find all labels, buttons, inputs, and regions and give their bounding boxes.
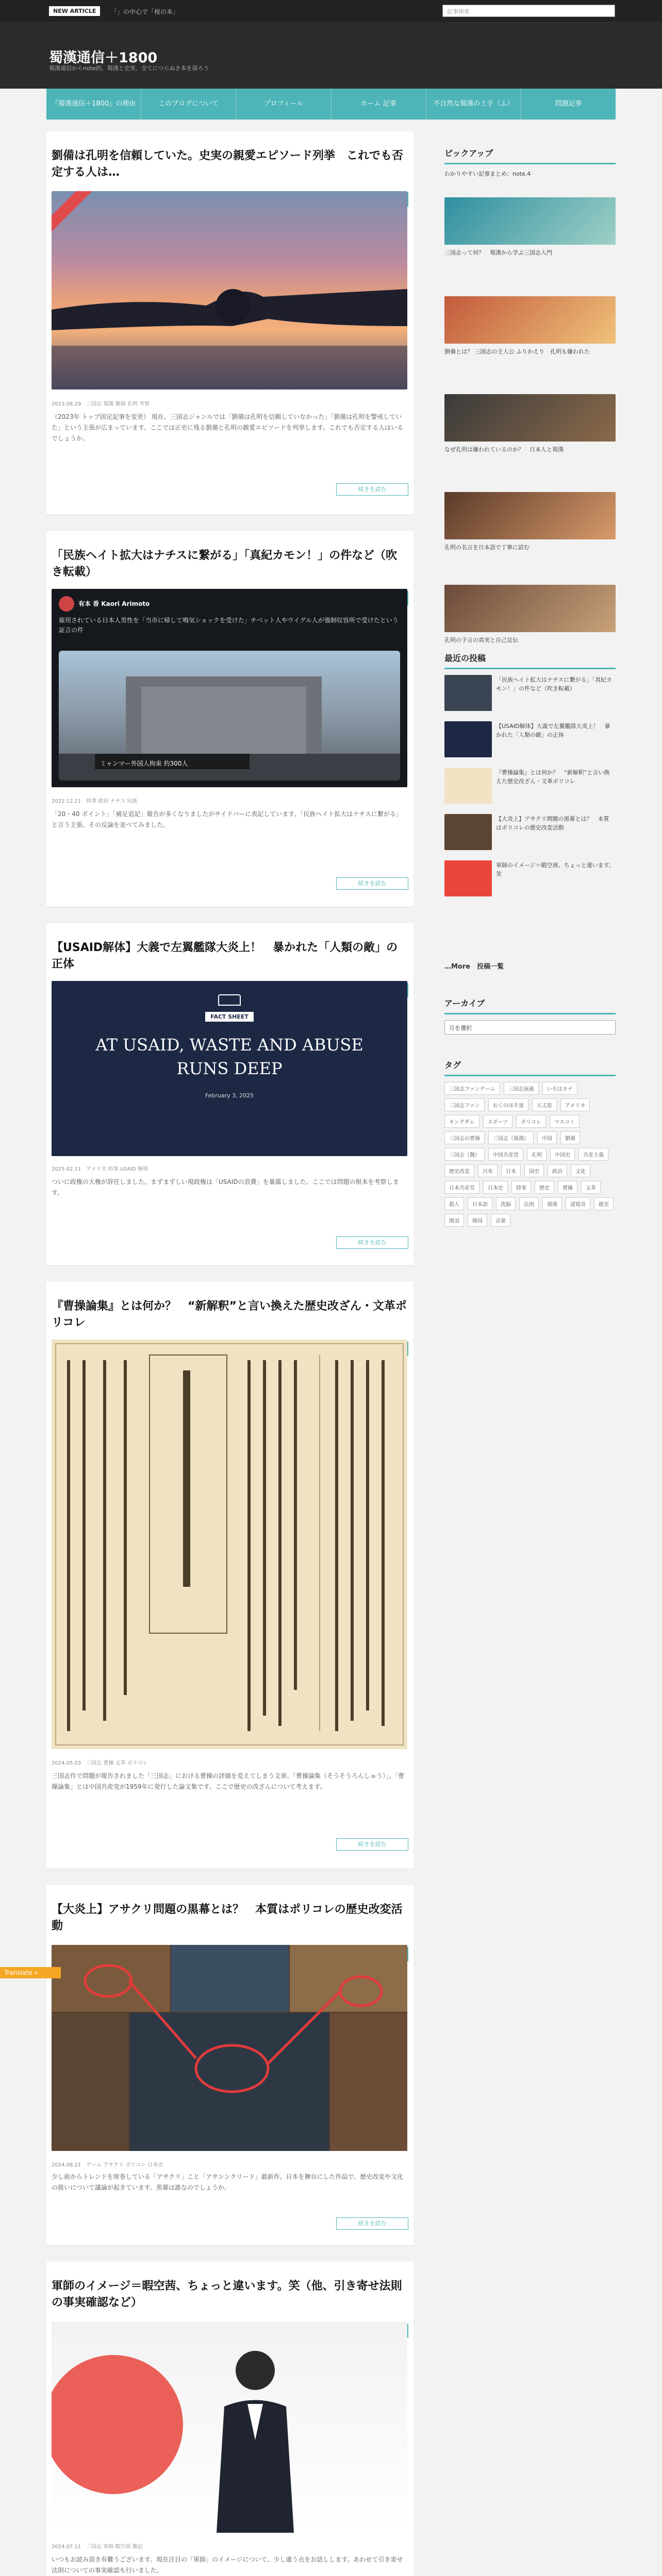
site-title[interactable]: 蜀漢通信＋1800 [49, 50, 158, 66]
tag-link[interactable]: 時事 [511, 1181, 531, 1194]
tweet-embed-image[interactable] [52, 589, 407, 787]
tag-link[interactable]: いろはカナ [542, 1082, 577, 1095]
tag-link[interactable]: キングダム [444, 1115, 479, 1128]
news-ticker[interactable]: 「」の中心で「桜の本」 [111, 8, 179, 15]
video-caption: ミャンマー外国人拘束 約300人 [100, 760, 188, 767]
pickup-item[interactable] [444, 197, 616, 290]
recent-thumbnail [444, 768, 492, 804]
tag-link[interactable]: スポーツ [483, 1115, 513, 1128]
image-badge: FACT SHEET [205, 1012, 254, 1022]
tag-link[interactable]: 五丈原 [532, 1098, 557, 1111]
recent-post-item[interactable] [444, 814, 616, 858]
article-title[interactable]: 「民族ヘイト拡大はナチスに繋がる」「真紀カモン！」の件など（吹き転載） [52, 549, 398, 579]
article-thumbnail[interactable] [52, 1945, 407, 2151]
pickup-thumbnail [444, 394, 616, 442]
tag-link[interactable]: 三国志（蜀漢） [488, 1131, 534, 1144]
tag-link[interactable]: マスコミ [550, 1115, 580, 1128]
recent-post-label: 軍師のイメージ＝暇空茜、ちょっと違います。笑 [496, 862, 615, 877]
recent-post-item[interactable] [444, 768, 616, 811]
recent-thumbnail [444, 860, 492, 896]
translate-button[interactable]: Translate » [0, 1967, 61, 1978]
article-title[interactable]: 【USAID解体】大義で左翼艦隊大炎上！ 暴かれた「人類の敵」の正体 [52, 941, 398, 971]
tag-link[interactable]: 日本 [501, 1164, 521, 1177]
nav-item[interactable]: このブログについて [141, 89, 236, 120]
new-article-badge: NEW ARTICLE [49, 6, 100, 16]
article-thumbnail[interactable] [52, 2321, 407, 2533]
recent-heading: 最近の投稿 [444, 652, 616, 669]
tag-link[interactable]: 三国志の曹操 [444, 1131, 485, 1144]
article-excerpt: 三国志作で問題が報告されました「三国志」における曹操の評価を変えてしまう文章。「曹操論集（そうそうろんしゅう）」。「曹操論集」とは中国共産党が1959年に発行した論文集です。ここで歴史の改ざんについて考えます。 [52, 1772, 405, 1790]
article-meta: 2023.08.29 三国志 蜀漢 劉備 孔明 考察 [52, 401, 150, 407]
pickup-heading: ピックアップ [444, 147, 616, 164]
tag-link[interactable]: 日本語 [468, 1197, 492, 1210]
site-subtitle: 蜀漢通信からnote的、蜀漢と史実、全てにつらぬき本を探ろう [49, 65, 209, 72]
article-title[interactable]: 劉備は孔明を信頼していた。史実の親愛エピソード列挙 これでも否定する人は… [52, 149, 404, 179]
businessman-image [52, 2321, 407, 2533]
article-card [46, 1282, 413, 1869]
article-meta: 2025.02.11 アメリカ 時事 USAID 解体 [52, 1166, 148, 1172]
more-posts-link[interactable]: …More 投稿一覧 [444, 963, 504, 971]
pickup-label: 劉備とは？ 三国志の主人公 ふりかえり 孔明も嫌われた [444, 348, 590, 355]
pickup-label: 孔明の予言の真実と自己宣伝 [444, 637, 518, 643]
tag-link[interactable]: 曹操 [558, 1181, 577, 1194]
article-excerpt: いつもお読み頂き有難うございます。現在注目の「軍師」のイメージについて、少し違う点をお話しします。あわせて引き寄せ法則についての事実確認も行いました。 [52, 2556, 403, 2574]
recent-post-item[interactable] [444, 675, 616, 719]
recent-thumbnail [444, 675, 492, 711]
pickup-thumbnail [444, 197, 616, 245]
article-thumbnail[interactable] [52, 191, 407, 389]
article-card [46, 1885, 413, 2246]
search-input[interactable]: 記事検索 [442, 5, 615, 17]
nav-item[interactable]: 『蜀漢通信＋1800』の理由 [46, 89, 141, 120]
tag-link[interactable]: 政治 [548, 1164, 567, 1177]
archive-select[interactable]: 月を選択 [444, 1020, 616, 1035]
article-excerpt: （2023年 トップ固定記事を変更） 現在、三国志ジャンルでは「劉備は孔明を信頼していなかった」「劉備は孔明を警戒していた」という主張が広まっています。ここでは正史に残る劉備と孔明の親愛エピソードを列挙します。これでも否定する人はいるでしょうか。 [52, 413, 404, 442]
article-card [46, 131, 413, 515]
nav-item[interactable]: プロフィール [236, 89, 331, 120]
pickup-label: 三国志って何？ 蜀漢から学ぶ三国志入門 [444, 249, 552, 256]
tag-link[interactable]: 法則 [519, 1197, 539, 1210]
article-meta: 2022.12.21 時事 政治 ナチス 民族 [52, 799, 138, 804]
avatar [59, 596, 74, 612]
tag-link[interactable]: 文革 [581, 1181, 601, 1194]
read-more-button[interactable]: 続きを読む [336, 1236, 408, 1249]
recent-thumbnail [444, 721, 492, 757]
article-card [46, 531, 413, 907]
tag-link[interactable]: 文化 [571, 1164, 590, 1177]
tag-link[interactable]: 韓国 [468, 1214, 487, 1227]
tag-link[interactable]: 歴史 [535, 1181, 554, 1194]
tag-heading: タグ [444, 1059, 616, 1076]
article-meta: 2024.07.11 三国志 軍師 暇空茜 雑記 [52, 2544, 143, 2550]
read-more-button[interactable]: 続きを読む [336, 877, 408, 890]
pickup-label: なぜ孔明は嫌われているのか？ 日本人と蜀漢 [444, 446, 564, 453]
tweet-user: 有本 香 Kaori Arimoto [78, 600, 150, 607]
recent-post-label: 【USAID解体】大義で左翼艦隊大炎上！ 暴かれた「人類の敵」の正体 [496, 723, 610, 738]
tag-link[interactable]: 中国 [537, 1131, 557, 1144]
tag-link[interactable]: 孔明 [527, 1148, 547, 1161]
pickup-item[interactable] [444, 492, 616, 580]
tag-link[interactable]: 三国志（魏） [444, 1148, 485, 1161]
read-more-button[interactable]: 続きを読む [336, 1838, 408, 1851]
tag-link[interactable]: 音楽 [491, 1214, 510, 1227]
old-book-image [52, 1340, 407, 1749]
pickup-item[interactable] [444, 170, 616, 196]
tweet-text: 雇用されている日本人男性を「当市に帰して鳴気ショックを受けた」チベット人やウイグル人が強制収容所で受けたという証言の件 [59, 617, 399, 634]
recent-thumbnail [444, 814, 492, 850]
article-meta: 2024.05.03 三国志 曹操 文革 ポリコレ [52, 1760, 148, 1766]
recent-post-item[interactable] [444, 721, 616, 765]
archive-heading: アーカイブ [444, 997, 616, 1014]
recent-post-item[interactable] [444, 860, 616, 904]
image-headline: AT USAID, WASTE AND ABUSE RUNS DEEP [95, 1035, 363, 1079]
tag-link[interactable]: 三国志ファン [444, 1098, 485, 1111]
article-card [46, 2262, 413, 2576]
tag-link[interactable]: アメリカ [560, 1098, 590, 1111]
handshake-image [52, 191, 407, 389]
pickup-item[interactable] [444, 296, 616, 389]
tag-link[interactable]: おくのほそ道 [488, 1098, 528, 1111]
collage-image [52, 1945, 407, 2151]
article-card [46, 923, 413, 1266]
tag-link[interactable]: 歴史改変 [444, 1164, 474, 1177]
top-bar [0, 0, 662, 22]
article-excerpt: 「20・40 ポイント」「補足追記」報告が多くなりましたがサイドバーに表記しています。「民族ヘイト拡大はナチスに繋がる」と言う主張、その反論を並べてみました。 [52, 810, 402, 828]
article-title[interactable]: 【大炎上】アサクリ問題の黒幕とは？ 本質はポリコレの歴史改変活動 [52, 1903, 403, 1933]
tag-link[interactable]: 洗脳 [496, 1197, 516, 1210]
site-header [0, 22, 662, 89]
nav-item[interactable]: 問題記事 [555, 100, 582, 108]
read-more-button[interactable]: 続きを読む [336, 2217, 408, 2230]
tag-link[interactable]: 殺人 [444, 1197, 464, 1210]
tag-link[interactable]: 日本史 [483, 1181, 508, 1194]
tag-link[interactable]: 劉備 [560, 1131, 580, 1144]
tag-link[interactable]: 国史 [524, 1164, 544, 1177]
article-title[interactable]: 『曹操論集』とは何か？ “新解釈”と言い換えた歴史改ざん・文革ポリコレ [52, 1300, 407, 1329]
article-thumbnail[interactable] [52, 1340, 407, 1749]
pickup-label: わかりやすい記事まとめ：note.4 [444, 171, 531, 177]
tag-link[interactable]: 蜀漢 [542, 1197, 562, 1210]
image-date: February 3, 2025 [205, 1092, 254, 1099]
nav-item[interactable]: 不自然な蜀漢の土手（ふ） [426, 89, 521, 120]
whitehouse-icon [218, 994, 241, 1006]
pickup-thumbnail [444, 492, 616, 539]
tag-link[interactable]: 日本共産党 [444, 1181, 479, 1194]
recent-post-label: 『曹操論集』とは何か？ “新解釈”と言い換えた歴史改ざん・文革ポリコレ [496, 769, 610, 785]
tag-link[interactable]: 諸葛亮 [566, 1197, 590, 1210]
tag-link[interactable]: ポリコレ [516, 1115, 546, 1128]
pickup-thumbnail [444, 296, 616, 344]
tag-link[interactable]: 三国志演義 [504, 1082, 539, 1095]
tag-link[interactable]: 三国志ファンゲーム [444, 1082, 500, 1095]
article-title[interactable]: 軍師のイメージ＝暇空茜、ちょっと違います。笑（他、引き寄せ法則の事実確認など） [52, 2280, 402, 2309]
recent-post-label: 「民族ヘイト拡大はナチスに繋がる」「真紀カモン！」の件など（吹き転載） [496, 676, 613, 692]
tag-link[interactable]: 中国共産党 [488, 1148, 523, 1161]
pickup-label: 孔明の名言を日本語で丁寧に読む [444, 544, 529, 551]
tag-link[interactable]: 趙雲 [594, 1197, 614, 1210]
global-nav [46, 89, 616, 120]
article-excerpt: ついに政権の大権が辞任しました。まずまずしい現政権は「USAIDの浪費」を暴露しました。ここでは問題の根本を考察します。 [52, 1178, 399, 1196]
tag-cloud [444, 1082, 616, 1227]
tag-link[interactable]: 呂布 [478, 1164, 498, 1177]
article-thumbnail[interactable] [52, 981, 407, 1156]
tweet-video[interactable] [59, 651, 400, 781]
pickup-item[interactable] [444, 394, 616, 487]
article-excerpt: 少し前からトレンドを席巻している「アサクリ」こと「アサシンクリード」最新作。日本を舞台にした作品で、歴史改変や文化の扱いについて議論が起きています。黒幕は誰なのでしょうか。 [52, 2173, 404, 2191]
read-more-button[interactable]: 続きを読む [336, 483, 408, 496]
tag-link[interactable]: 関羽 [444, 1214, 464, 1227]
tag-link[interactable]: 中国史 [550, 1148, 575, 1161]
pickup-thumbnail [444, 585, 616, 632]
tag-link[interactable]: 共産主義 [578, 1148, 608, 1161]
recent-post-label: 【大炎上】アサクリ問題の黒幕とは？ 本質はポリコレの歴史改変活動 [496, 816, 609, 831]
nav-item[interactable]: ホーム 記事 [332, 89, 426, 120]
article-meta: 2024.08.21 ゲーム アサクリ ポリコレ 日本史 [52, 2162, 163, 2168]
